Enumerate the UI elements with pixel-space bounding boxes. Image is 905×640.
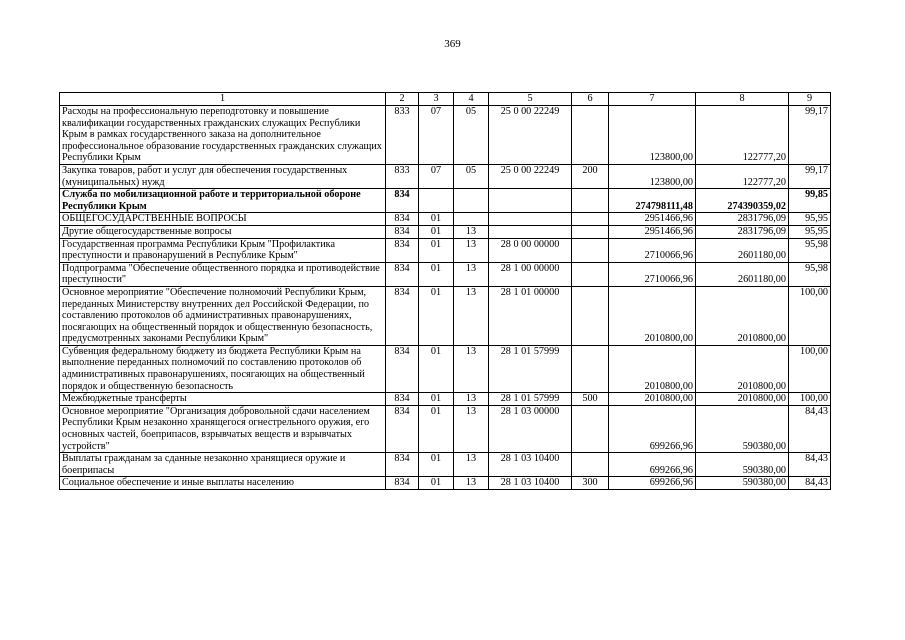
row-ved-code: 833: [386, 164, 419, 188]
row-plan-amount: 699266,96: [609, 405, 696, 452]
row-plan-amount: 123800,00: [609, 106, 696, 165]
row-ved-code: 834: [386, 225, 419, 238]
column-header-8: 8: [696, 93, 789, 106]
table-row: [60, 477, 831, 490]
row-section-code: 01: [419, 238, 454, 262]
row-section-code: 01: [419, 477, 454, 490]
row-percent: 95,95: [789, 213, 831, 226]
row-target-code: 28 1 01 00000: [489, 286, 572, 345]
table-row: [60, 345, 831, 392]
row-expense-type: [572, 262, 609, 286]
row-percent: 100,00: [789, 286, 831, 345]
row-section-code: 01: [419, 453, 454, 477]
row-plan-amount: 699266,96: [609, 477, 696, 490]
row-section-code: 07: [419, 164, 454, 188]
row-actual-amount: 122777,20: [696, 106, 789, 165]
row-actual-amount: 122777,20: [696, 164, 789, 188]
row-expense-type: 200: [572, 164, 609, 188]
table-row: [60, 262, 831, 286]
row-actual-amount: 2831796,09: [696, 213, 789, 226]
row-percent: 99,17: [789, 106, 831, 165]
row-name: Межбюджетные трансферты: [60, 393, 386, 406]
row-section-code: 07: [419, 106, 454, 165]
row-plan-amount: 2710066,96: [609, 262, 696, 286]
row-subsection-code: 05: [454, 106, 489, 165]
row-ved-code: 834: [386, 453, 419, 477]
row-subsection-code: 13: [454, 453, 489, 477]
row-actual-amount: 590380,00: [696, 453, 789, 477]
row-expense-type: [572, 453, 609, 477]
row-subsection-code: 13: [454, 393, 489, 406]
row-section-code: [419, 189, 454, 213]
row-actual-amount: 590380,00: [696, 405, 789, 452]
row-name: Другие общегосударственные вопросы: [60, 225, 386, 238]
row-expense-type: [572, 345, 609, 392]
table-row: [60, 405, 831, 452]
row-target-code: [489, 213, 572, 226]
table-row: [60, 453, 831, 477]
row-actual-amount: 2010800,00: [696, 393, 789, 406]
row-ved-code: 834: [386, 189, 419, 213]
row-expense-type: [572, 213, 609, 226]
row-subsection-code: 13: [454, 477, 489, 490]
row-subsection-code: 13: [454, 345, 489, 392]
row-percent: 99,85: [789, 189, 831, 213]
row-expense-type: [572, 238, 609, 262]
row-subsection-code: 13: [454, 262, 489, 286]
column-header-1: 1: [60, 93, 386, 106]
row-subsection-code: 13: [454, 405, 489, 452]
table-row: [60, 225, 831, 238]
row-ved-code: 834: [386, 262, 419, 286]
column-header-6: 6: [572, 93, 609, 106]
table-row: [60, 393, 831, 406]
header-row: [60, 93, 831, 106]
row-expense-type: [572, 106, 609, 165]
row-name: Расходы на профессиональную переподготовку и повышение квалификации государственных гражданских служащих Республики Крым в рамках государственного заказа на дополнительное профессиональное образование государственных гражданских служащих Республики Крым: [60, 106, 386, 165]
row-ved-code: 834: [386, 345, 419, 392]
column-header-7: 7: [609, 93, 696, 106]
row-section-code: 01: [419, 345, 454, 392]
row-percent: 95,98: [789, 262, 831, 286]
table-row: [60, 189, 831, 213]
row-ved-code: 834: [386, 286, 419, 345]
row-percent: 84,43: [789, 405, 831, 452]
row-target-code: 25 0 00 22249: [489, 106, 572, 165]
row-section-code: 01: [419, 225, 454, 238]
row-percent: 100,00: [789, 345, 831, 392]
row-actual-amount: 2601180,00: [696, 262, 789, 286]
row-name: Служба по мобилизационной работе и территориальной обороне Республики Крым: [60, 189, 386, 213]
row-name: Основное мероприятие "Обеспечение полномочий Республики Крым, переданных Министерству внутренних дел Российской Федерации, по составлению протоколов об административных правонарушениях, посягающих на общественный порядок и общественную безопасность, предусмотренных законами Республики Крым": [60, 286, 386, 345]
row-section-code: 01: [419, 405, 454, 452]
row-target-code: 25 0 00 22249: [489, 164, 572, 188]
row-ved-code: 834: [386, 405, 419, 452]
row-ved-code: 834: [386, 238, 419, 262]
row-percent: 95,95: [789, 225, 831, 238]
row-percent: 84,43: [789, 477, 831, 490]
page-number: 369: [444, 38, 461, 50]
row-target-code: 28 1 01 57999: [489, 393, 572, 406]
row-target-code: 28 1 03 00000: [489, 405, 572, 452]
row-actual-amount: 590380,00: [696, 477, 789, 490]
table-row: [60, 213, 831, 226]
row-ved-code: 833: [386, 106, 419, 165]
row-name: Социальное обеспечение и иные выплаты населению: [60, 477, 386, 490]
row-plan-amount: 2710066,96: [609, 238, 696, 262]
table-row: [60, 106, 831, 165]
row-actual-amount: 2831796,09: [696, 225, 789, 238]
row-percent: 84,43: [789, 453, 831, 477]
row-expense-type: [572, 189, 609, 213]
row-name: Закупка товаров, работ и услуг для обеспечения государственных (муниципальных) нужд: [60, 164, 386, 188]
row-name: ОБЩЕГОСУДАРСТВЕННЫЕ ВОПРОСЫ: [60, 213, 386, 226]
column-header-5: 5: [489, 93, 572, 106]
row-percent: 99,17: [789, 164, 831, 188]
row-subsection-code: 13: [454, 225, 489, 238]
row-name: Основное мероприятие "Организация добровольной сдачи населением Республики Крым незаконно хранящегося огнестрельного оружия, его основных частей, боеприпасов, взрывчатых веществ и взрывчатых устройств": [60, 405, 386, 452]
row-ved-code: 834: [386, 393, 419, 406]
row-plan-amount: 274798111,48: [609, 189, 696, 213]
row-percent: 100,00: [789, 393, 831, 406]
row-expense-type: 300: [572, 477, 609, 490]
row-plan-amount: 123800,00: [609, 164, 696, 188]
row-plan-amount: 699266,96: [609, 453, 696, 477]
row-percent: 95,98: [789, 238, 831, 262]
row-plan-amount: 2951466,96: [609, 213, 696, 226]
row-name: Подпрограмма "Обеспечение общественного порядка и противодействие преступности": [60, 262, 386, 286]
row-target-code: [489, 189, 572, 213]
row-ved-code: 834: [386, 477, 419, 490]
row-actual-amount: 2010800,00: [696, 345, 789, 392]
row-expense-type: [572, 225, 609, 238]
budget-table: [59, 92, 831, 490]
row-target-code: 28 1 03 10400: [489, 453, 572, 477]
column-header-9: 9: [789, 93, 831, 106]
row-plan-amount: 2951466,96: [609, 225, 696, 238]
row-actual-amount: 274390359,02: [696, 189, 789, 213]
row-section-code: 01: [419, 286, 454, 345]
table-row: [60, 164, 831, 188]
column-header-4: 4: [454, 93, 489, 106]
row-actual-amount: 2601180,00: [696, 238, 789, 262]
row-plan-amount: 2010800,00: [609, 393, 696, 406]
row-expense-type: [572, 405, 609, 452]
row-name: Государственная программа Республики Крым "Профилактика преступности и правонарушений в Республике Крым": [60, 238, 386, 262]
row-section-code: 01: [419, 213, 454, 226]
row-name: Выплаты гражданам за сданные незаконно хранящиеся оружие и боеприпасы: [60, 453, 386, 477]
row-name: Субвенция федеральному бюджету из бюджета Республики Крым на выполнение переданных полномочий по составлению протоколов об административных правонарушениях, посягающих на общественный порядок и общественную безопасность: [60, 345, 386, 392]
row-target-code: 28 0 00 00000: [489, 238, 572, 262]
row-subsection-code: 13: [454, 286, 489, 345]
row-section-code: 01: [419, 262, 454, 286]
row-target-code: [489, 225, 572, 238]
table-row: [60, 286, 831, 345]
row-target-code: 28 1 03 10400: [489, 477, 572, 490]
row-actual-amount: 2010800,00: [696, 286, 789, 345]
row-expense-type: [572, 286, 609, 345]
row-ved-code: 834: [386, 213, 419, 226]
row-target-code: 28 1 01 57999: [489, 345, 572, 392]
row-subsection-code: 05: [454, 164, 489, 188]
row-subsection-code: 13: [454, 238, 489, 262]
column-header-3: 3: [419, 93, 454, 106]
row-expense-type: 500: [572, 393, 609, 406]
row-section-code: 01: [419, 393, 454, 406]
row-target-code: 28 1 00 00000: [489, 262, 572, 286]
row-plan-amount: 2010800,00: [609, 286, 696, 345]
row-subsection-code: [454, 213, 489, 226]
row-subsection-code: [454, 189, 489, 213]
column-header-2: 2: [386, 93, 419, 106]
table-row: [60, 238, 831, 262]
table-body: [60, 93, 831, 490]
row-plan-amount: 2010800,00: [609, 345, 696, 392]
